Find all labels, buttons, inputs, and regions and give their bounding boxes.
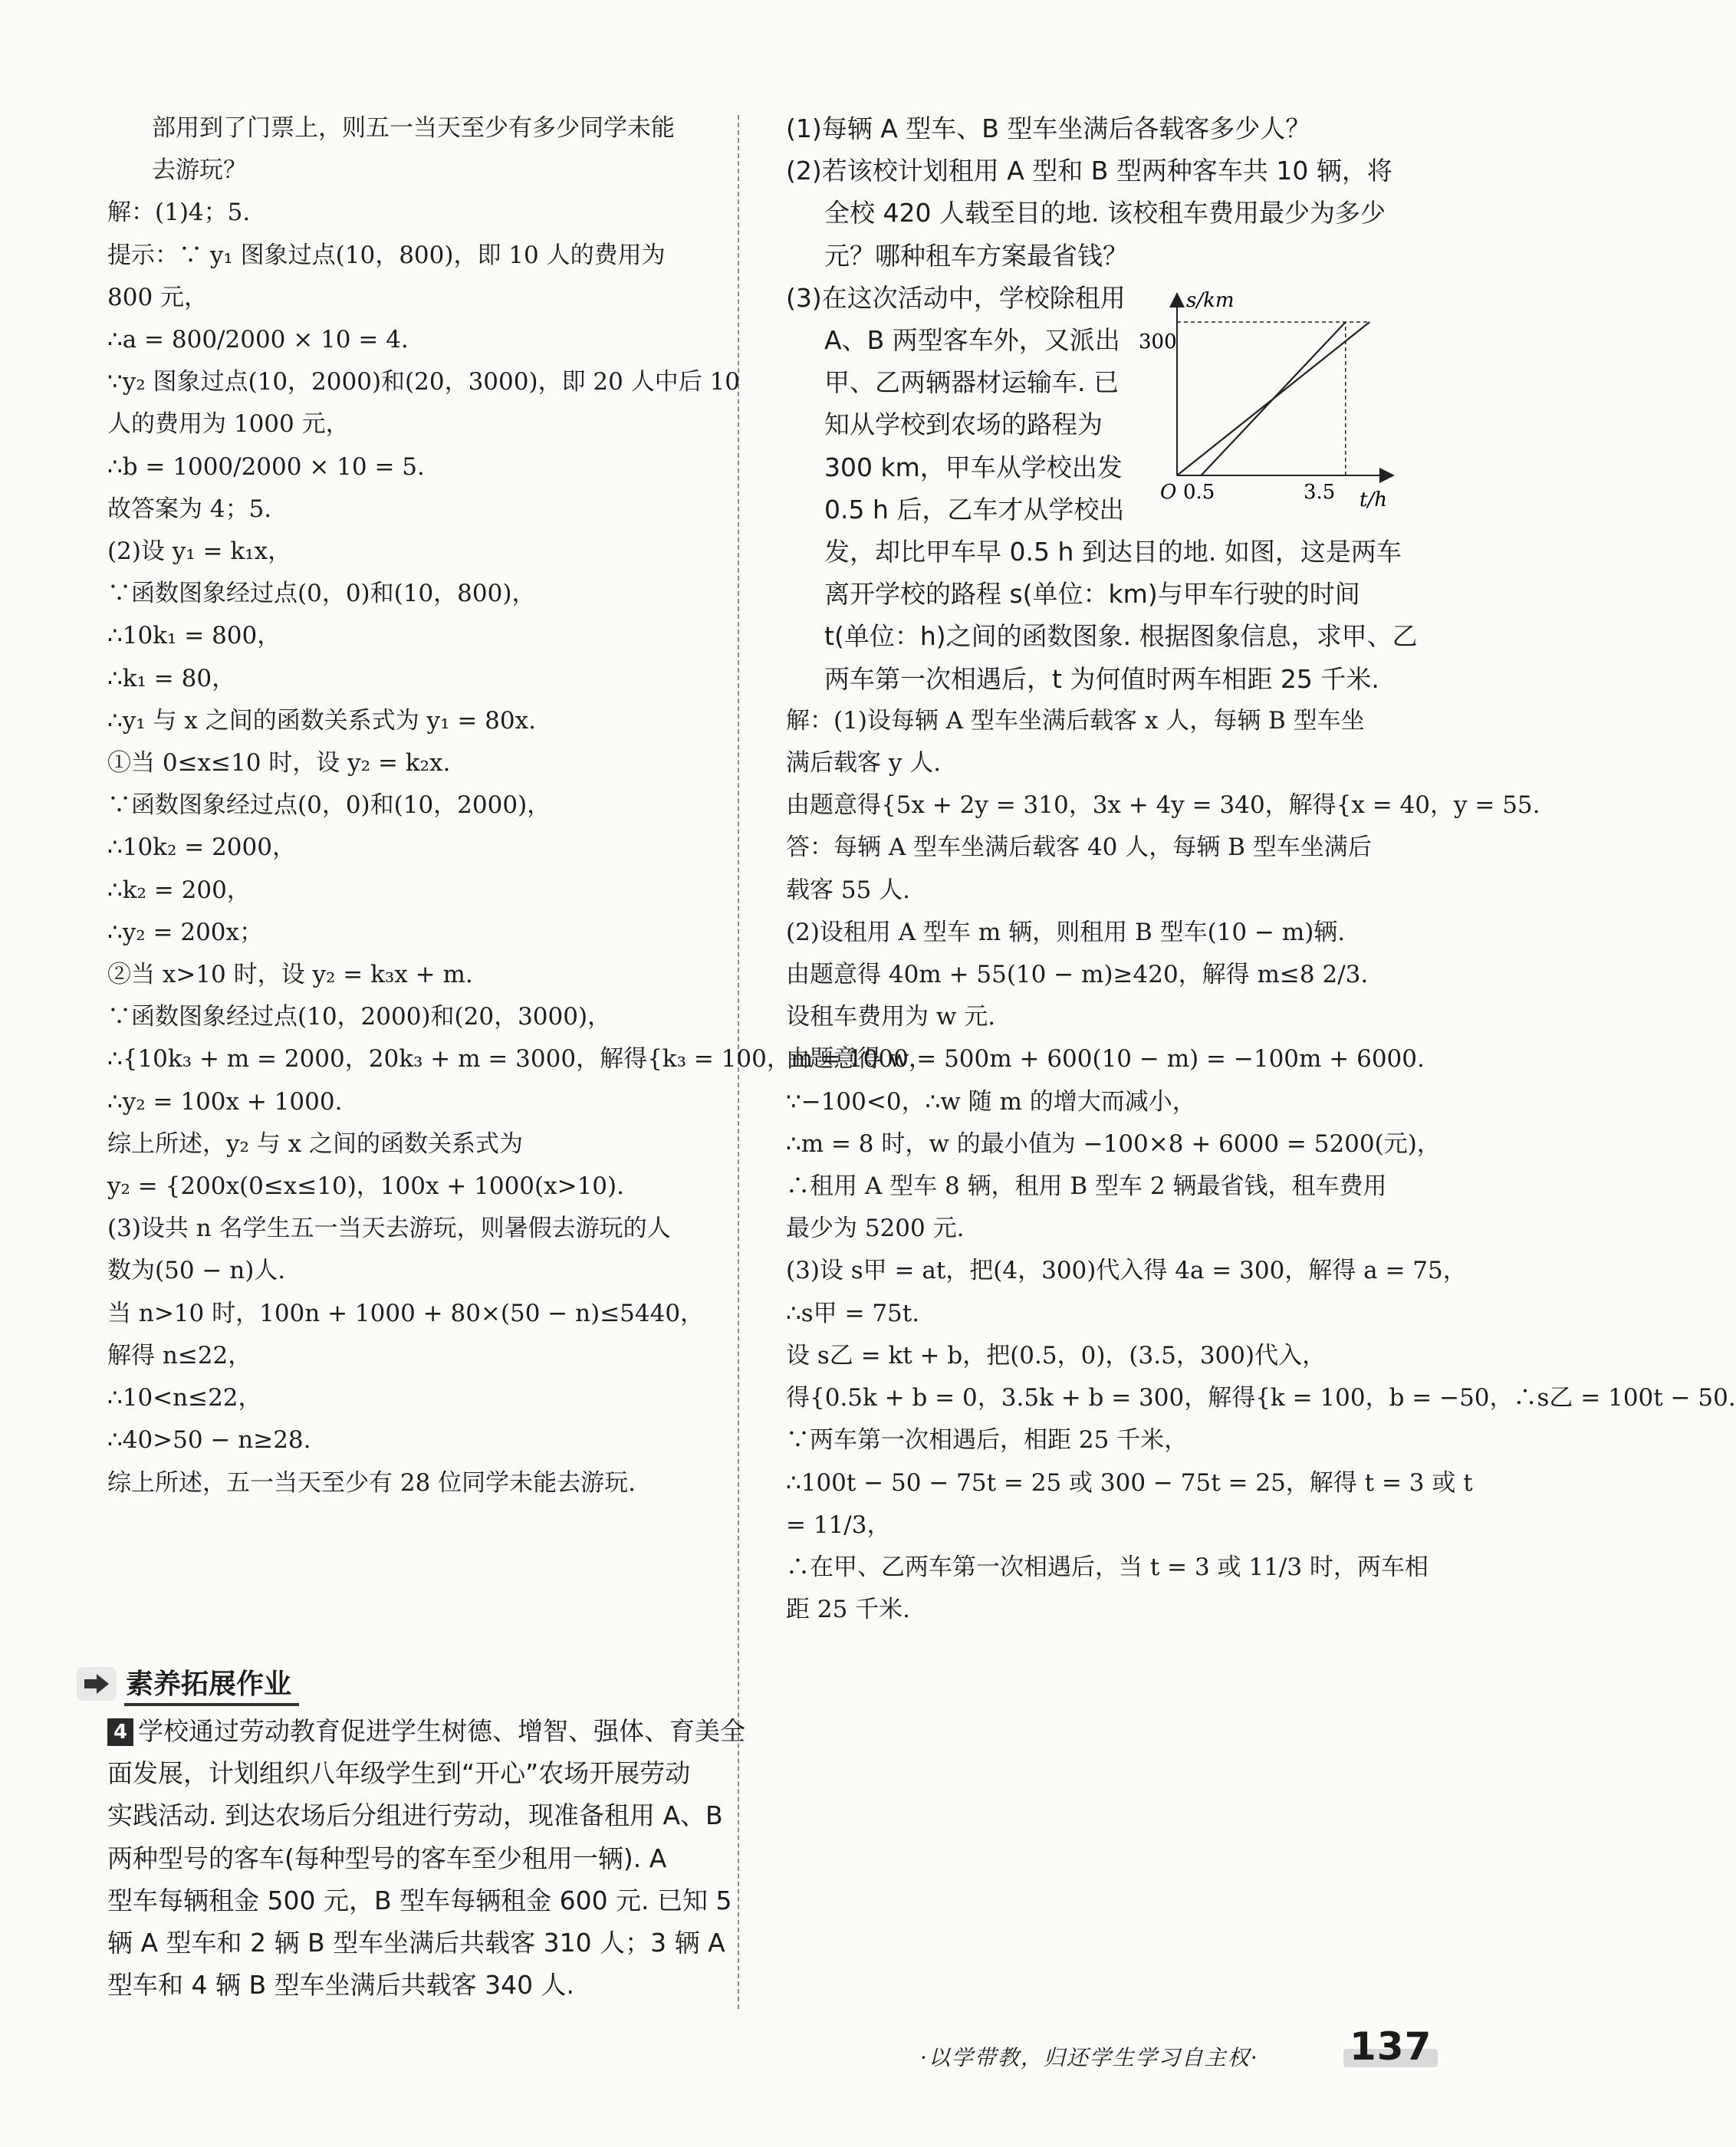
question-line: 300 km，甲车从学校出发 — [824, 452, 1123, 482]
solution-line: 故答案为 4；5. — [107, 495, 272, 523]
solution-line: 数为(50 − n)人. — [107, 1257, 286, 1285]
question-line: 0.5 h 后，乙车才从学校出 — [824, 494, 1125, 524]
origin-label: O — [1160, 481, 1177, 504]
solution-line: 综上所述，五一当天至少有 28 位同学未能去游玩. — [107, 1468, 636, 1497]
solution-line: ∴100t − 50 − 75t = 25 或 300 − 75t = 25，解得 t = 3 或 t — [786, 1468, 1473, 1497]
tick-label-300: 300 — [1139, 330, 1177, 353]
solution-line: ∴k₁ = 80， — [107, 664, 236, 692]
solution-line: ∴m = 8 时，w 的最小值为 −100×8 + 6000 = 5200(元)， — [786, 1129, 1441, 1158]
problem-4 — [107, 1710, 745, 2006]
solution-line: ∵−100<0，∴w 随 m 的增大而减小， — [786, 1087, 1196, 1116]
solution-line: ∵函数图象经过点(10，2000)和(20，3000)， — [107, 1003, 612, 1031]
footer-motto: ·以学带教，归还学生学习自主权· — [920, 2045, 1259, 2070]
question-line: 甲、乙两辆器材运输车. 已 — [824, 367, 1119, 398]
solution-line: ∵两车第一次相遇后，相距 25 千米， — [786, 1426, 1189, 1455]
solution-line: 当 n>10 时，100n + 1000 + 80×(50 − n)≤5440， — [107, 1299, 705, 1327]
solution-line: 最少为 5200 元. — [786, 1215, 965, 1243]
solution-line: ②当 x>10 时，设 y₂ = k₃x + m. — [107, 961, 473, 989]
solution-line: 设 s乙 = kt + b，把(0.5，0)，(3.5，300)代入， — [786, 1341, 1327, 1369]
solution-line: 由题意得 w = 500m + 600(10 − m) = −100m + 6000. — [786, 1045, 1425, 1074]
problem-line: 学校通过劳动教育促进学生树德、增智、强体、育美全 — [138, 1716, 745, 1746]
solution-line: 距 25 千米. — [786, 1596, 911, 1624]
solution-line: ∴y₂ = 200x； — [107, 918, 263, 946]
solution-line: ∴10k₂ = 2000， — [107, 833, 296, 862]
solution-line: (2)设租用 A 型车 m 辆，则租用 B 型车(10 − m)辆. — [786, 918, 1346, 946]
solution-line: ∴a = 800/2000 × 10 = 4. — [107, 326, 409, 354]
solution-line: ∴b = 1000/2000 × 10 = 5. — [107, 452, 425, 481]
solution-line: ∴租用 A 型车 8 辆，租用 B 型车 2 辆最省钱，租车费用 — [786, 1172, 1387, 1201]
solution-line: 解：(1)设每辆 A 型车坐满后载客 x 人，每辆 B 型车坐 — [786, 706, 1365, 735]
solution-line: 得{0.5k + b = 0，3.5k + b = 300，解得{k = 100，b = −50，∴s乙 = 100t − 50. — [786, 1384, 1736, 1412]
question-line: 知从学校到农场的路程为 — [824, 409, 1103, 440]
solution-line: (3)设 s甲 = at，把(4，300)代入得 4a = 300，解得 a = 75， — [786, 1257, 1467, 1285]
section-title: 素养拓展作业 — [124, 1662, 299, 1706]
solution-line: ∴s甲 = 75t. — [786, 1299, 920, 1327]
intro-line: 部用到了门票上，则五一当天至少有多少同学未能 — [152, 114, 675, 142]
solution-line: 提示：∵ y₁ 图象过点(10，800)，即 10 人的费用为 — [107, 241, 666, 269]
solution-line: 综上所述，y₂ 与 x 之间的函数关系式为 — [107, 1129, 523, 1158]
problem-line: 辆 A 型车和 2 辆 B 型车坐满后共载客 310 人；3 辆 A — [107, 1928, 725, 1958]
solution-line: ∴10<n≤22， — [107, 1384, 262, 1412]
solution-line: ∴y₂ = 100x + 1000. — [107, 1087, 343, 1116]
solution-line: ∴40>50 − n≥28. — [107, 1426, 311, 1455]
solution-line: ∵函数图象经过点(0，0)和(10，800)， — [107, 580, 536, 608]
question-line: 发，却比甲车早 0.5 h 到达目的地. 如图，这是两车 — [824, 537, 1402, 567]
solution-line: 满后载客 y 人. — [786, 749, 942, 778]
solution-line: ∴y₁ 与 x 之间的函数关系式为 y₁ = 80x. — [107, 706, 536, 735]
solution-line: (2)设 y₁ = k₁x， — [107, 538, 292, 566]
solution-line: 800 元， — [107, 283, 209, 311]
solution-line: ∵函数图象经过点(0，0)和(10，2000)， — [107, 791, 551, 820]
problem-line: 实践活动. 到达农场后分组进行劳动，现准备租用 A、B — [107, 1800, 723, 1831]
section-heading — [77, 1665, 299, 1702]
solution-line: 答：每辆 A 型车坐满后载客 40 人，每辆 B 型车坐满后 — [786, 833, 1372, 862]
question-line: (3)在这次活动中，学校除租用 — [786, 282, 1126, 313]
question-line: 全校 420 人载至目的地. 该校租车费用最少为多少 — [824, 198, 1386, 229]
question-line: 离开学校的路程 s(单位：km)与甲车行驶的时间 — [824, 579, 1360, 610]
question-line: 元？哪种租车方案最省钱？ — [824, 240, 1128, 271]
solution-line: 解得 n≤22， — [107, 1341, 252, 1369]
solution-line: = 11/3， — [786, 1511, 891, 1539]
page-number: 137 — [1350, 2024, 1432, 2069]
solution-line: 由题意得 40m + 55(10 − m)≥420，解得 m≤8 2/3. — [786, 961, 1369, 989]
solution-line: 人的费用为 1000 元， — [107, 410, 350, 439]
question-line: 两车第一次相遇后，t 为何值时两车相距 25 千米. — [824, 663, 1379, 694]
intro-line: 去游玩？ — [152, 156, 247, 185]
solution-line: 设租车费用为 w 元. — [786, 1003, 996, 1031]
solution-line: y₂ = {200x(0≤x≤10)，100x + 1000(x>10). — [107, 1172, 624, 1201]
solution-line: 载客 55 人. — [786, 876, 911, 904]
question-line: t(单位：h)之间的函数图象. 根据图象信息，求甲、乙 — [824, 621, 1418, 652]
distance-time-graph — [1139, 284, 1399, 514]
solution-line: 由题意得{5x + 2y = 310，3x + 4y = 340，解得{x = 40，y = 55. — [786, 791, 1540, 820]
solution-line: ∴k₂ = 200， — [107, 876, 251, 904]
solution-line: ∴{10k₃ + m = 2000，20k₃ + m = 3000，解得{k₃ = 100，m = 1000， — [107, 1045, 932, 1074]
problem-line: 型车每辆租金 500 元，B 型车每辆租金 600 元. 已知 5 — [107, 1885, 732, 1915]
series-line-yi — [1201, 322, 1345, 475]
problem-line: 面发展，计划组织八年级学生到“开心”农场开展劳动 — [107, 1758, 691, 1789]
solution-line: ∵y₂ 图象过点(10，2000)和(20，3000)，即 20 人中后 10 — [107, 368, 741, 396]
x-axis-label: t/h — [1360, 488, 1387, 511]
problem-number: 4 — [107, 1718, 133, 1746]
question-line: (2)若该校计划租用 A 型和 B 型两种客车共 10 辆，将 — [786, 156, 1392, 186]
solution-line: ①当 0≤x≤10 时，设 y₂ = k₂x. — [107, 749, 451, 778]
problem-line: 型车和 4 辆 B 型车坐满后共载客 340 人. — [107, 1970, 575, 2001]
tick-label-0-5: 0.5 — [1183, 481, 1215, 504]
problem-line-first — [107, 1710, 745, 1752]
question-line: (1)每辆 A 型车、B 型车坐满后各载客多少人？ — [786, 113, 1311, 143]
solution-line: 解：(1)4；5. — [107, 199, 251, 227]
question-line: A、B 两型客车外，又派出 — [824, 325, 1120, 356]
solution-line: ∴在甲、乙两车第一次相遇后，当 t = 3 或 11/3 时，两车相 — [786, 1553, 1429, 1581]
solution-line: ∴10k₁ = 800， — [107, 622, 281, 650]
problem-line: 两种型号的客车(每种型号的客车至少租用一辆). A — [107, 1843, 667, 1873]
arrow-right-icon — [77, 1667, 117, 1701]
tick-label-3-5: 3.5 — [1304, 481, 1336, 504]
y-axis-label: s/km — [1186, 289, 1235, 312]
solution-line: (3)设共 n 名学生五一当天去游玩，则暑假去游玩的人 — [107, 1215, 671, 1243]
